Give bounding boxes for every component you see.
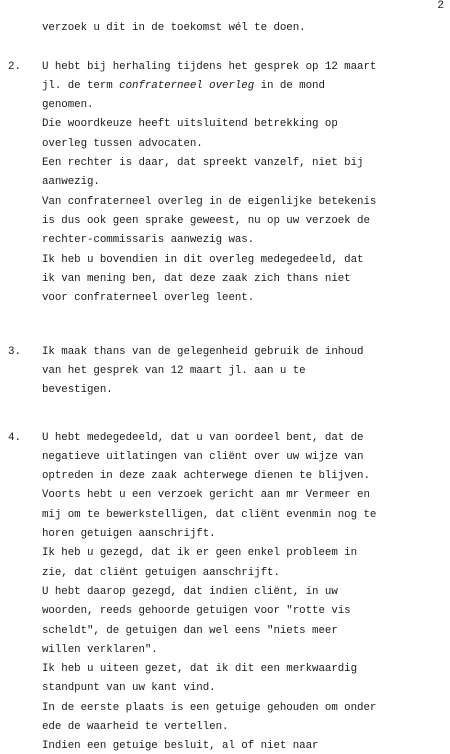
text-line: mij om te bewerkstelligen, dat cliënt evenmin nog te [42,508,377,521]
text-line: negatieve uitlatingen van cliënt over uw wijze van [42,450,364,463]
text-line: standpunt van uw kant vind. [42,682,216,695]
text-line: U hebt daarop gezegd, dat indien cliënt, in uw [42,585,338,598]
text-line: rechter-commissaris aanwezig was. [42,234,255,247]
text-line: zie, dat cliënt getuigen aanschrijft. [42,566,280,579]
text-line: van het gesprek van 12 maart jl. aan u te [42,364,306,377]
text-line: horen getuigen aanschrijft. [42,528,216,540]
text-line: scheldt", de getuigen dan wel eens "niets meer [42,624,338,637]
section-number: 3. [8,345,21,358]
text-line [42,80,325,92]
text-line: ik van mening ben, dat deze zaak zich thans niet [42,272,351,285]
text-line: Die woordkeuze heeft uitsluitend betrekking op [42,118,338,131]
text-line: In de eerste plaats is een getuige gehouden om onder [42,701,377,714]
text-line: woorden, reeds gehoorde getuigen voor "rotte vis [42,605,351,618]
text-line: optreden in deze zaak achterwege dienen te blijven. [42,470,370,483]
text-line: Een rechter is daar, dat spreekt vanzelf, niet bij [42,157,364,169]
text-line: willen verklaren". [42,643,158,656]
text-line: aanwezig. [42,176,100,189]
text-line: Van confraterneel overleg in de eigenlijke betekenis [42,195,377,208]
text-line: ede de waarheid te vertellen. [42,721,229,733]
text-line: bevestigen. [42,384,113,397]
text-line: overleg tussen advocaten. [42,137,203,150]
text-line: U hebt bij herhaling tijdens het gesprek op 12 maart [42,60,377,73]
text-line: Ik heb u gezegd, dat ik er geen enkel probleem in [42,547,358,560]
text-segment: jl. de term [42,79,120,92]
text-line: U hebt medegedeeld, dat u van oordeel bent, dat de [42,431,364,444]
text-segment: in de mond [254,79,325,92]
text-line: Ik heb u bovendien in dit overleg medegedeeld, dat [42,253,364,266]
italic-term: confraterneel overleg [119,79,255,92]
text-line: is dus ook geen sprake geweest, nu op uw verzoek de [42,214,370,227]
text-line: Voorts hebt u een verzoek gericht aan mr Vermeer en [42,489,370,502]
text-line: genomen. [42,99,94,112]
page-number: 2 [437,0,444,12]
section-number: 2. [8,60,21,73]
section-number: 4. [8,431,21,444]
text-line: Indien een getuige besluit, al of niet naar [42,740,319,753]
text-line: verzoek u dit in de toekomst wél te doen. [42,22,306,34]
text-line: voor confraterneel overleg leent. [42,292,255,305]
text-line: Ik heb u uiteen gezet, dat ik dit een merkwaardig [42,663,358,676]
text-line: Ik maak thans van de gelegenheid gebruik de inhoud [42,345,364,358]
